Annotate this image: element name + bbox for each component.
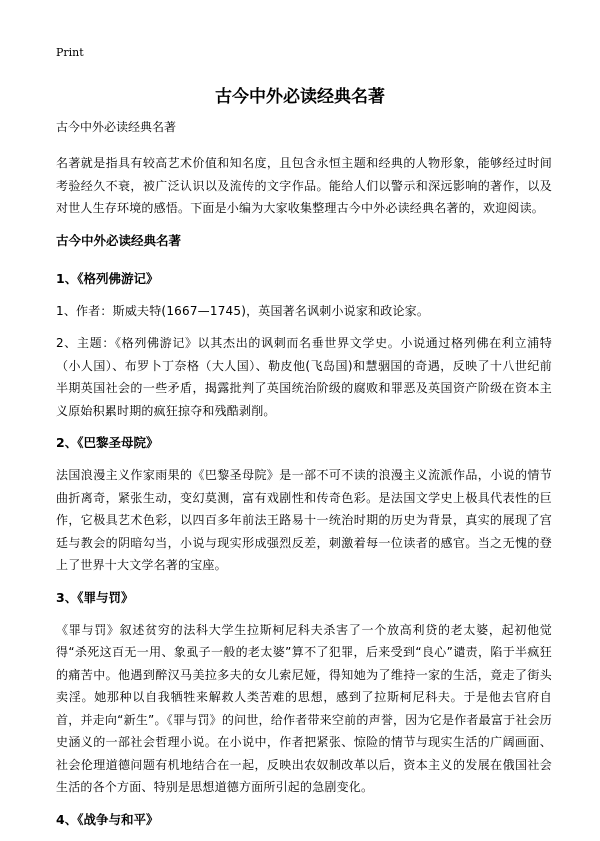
- section-2-paragraph-1: 法国浪漫主义作家雨果的《巴黎圣母院》是一部不可不读的浪漫主义流派作品，小说的情节曲折离奇，紧张生动，变幻莫测，富有戏剧性和传奇色彩。是法国文学史上极具代表性的巨作，它极具艺术色彩，以四百多年前法王路易十一统治时期的历史为背景，真实的展现了宫廷与教会的阴暗勾当，小说与现实形成强烈反差，刺激着每一位读者的感官。当之无愧的登上了世界十大文学名著的宝座。: [56, 468, 552, 572]
- document-subtitle: 古今中外必读经典名著: [56, 120, 177, 134]
- intro-paragraph: 名著就是指具有较高艺术价值和知名度，且包含永恒主题和经典的人物形象，能够经过时间考验经久不衰，被广泛认识以及流传的文字作品。能给人们以警示和深远影响的著作，以及对世人生存环境的感悟。下面是小编为大家收集整理古今中外必读经典名著的，欢迎阅读。: [56, 156, 552, 215]
- section-heading-1: 1、《格列佛游记》: [56, 270, 159, 286]
- section-1-paragraph-2: 2、主题：《格列佛游记》以其杰出的讽刺而名垂世界文学史。小说通过格列佛在利立浦特（小人国）、布罗卜丁奈格（大人国）、勒皮他(飞岛国)和慧骃国的奇遇，反映了十八世纪前半期英国社会的一些矛盾，揭露批判了英国统治阶级的腐败和罪恶及英国资产阶级在资本主义原始积累时期的疯狂掠夺和残酷剥削。: [56, 336, 552, 418]
- section-heading-4: 4、《战争与和平》: [56, 811, 159, 827]
- section-heading-3: 3、《罪与罚》: [56, 589, 134, 605]
- section-1-paragraph-1: 1、作者：斯威夫特(1667—1745)，英国著名讽刺小说家和政论家。: [56, 303, 430, 318]
- section-heading-2: 2、《巴黎圣母院》: [56, 435, 159, 450]
- document-title: 古今中外必读经典名著: [215, 87, 385, 107]
- print-label: Print: [56, 46, 84, 59]
- main-heading: 古今中外必读经典名著: [56, 232, 182, 248]
- document-body: [56, 118, 552, 841]
- section-3-paragraph-1: 《罪与罚》叙述贫穷的法科大学生拉斯柯尼科夫杀害了一个放高利贷的老太婆，起初他觉得“杀死这百无一用、象虱子一般的老太婆”算不了犯罪，后来受到“良心”谴责，陷于半疯狂的痛苦中。他遇到醉汉马美拉多夫的女儿索尼娅，得知她为了维持一家的生活，竟走了街头卖淫。她那种以自我牺牲来解救人类苦难的思想，感到了拉斯柯尼科夫。于是他去官府自首，并走向“新生”。《罪与罚》的问世，给作者带来空前的声誉，因为它是作者最富于社会历史涵义的一部社会哲理小说。在小说中，作者把紧张、惊险的情节与现实生活的广阔画面、社会伦理道德问题有机地结合在一起，反映出农奴制改革以后，资本主义的发展在俄国社会生活的各个方面、特别是思想道德方面所引起的急剧变化。: [56, 622, 552, 794]
